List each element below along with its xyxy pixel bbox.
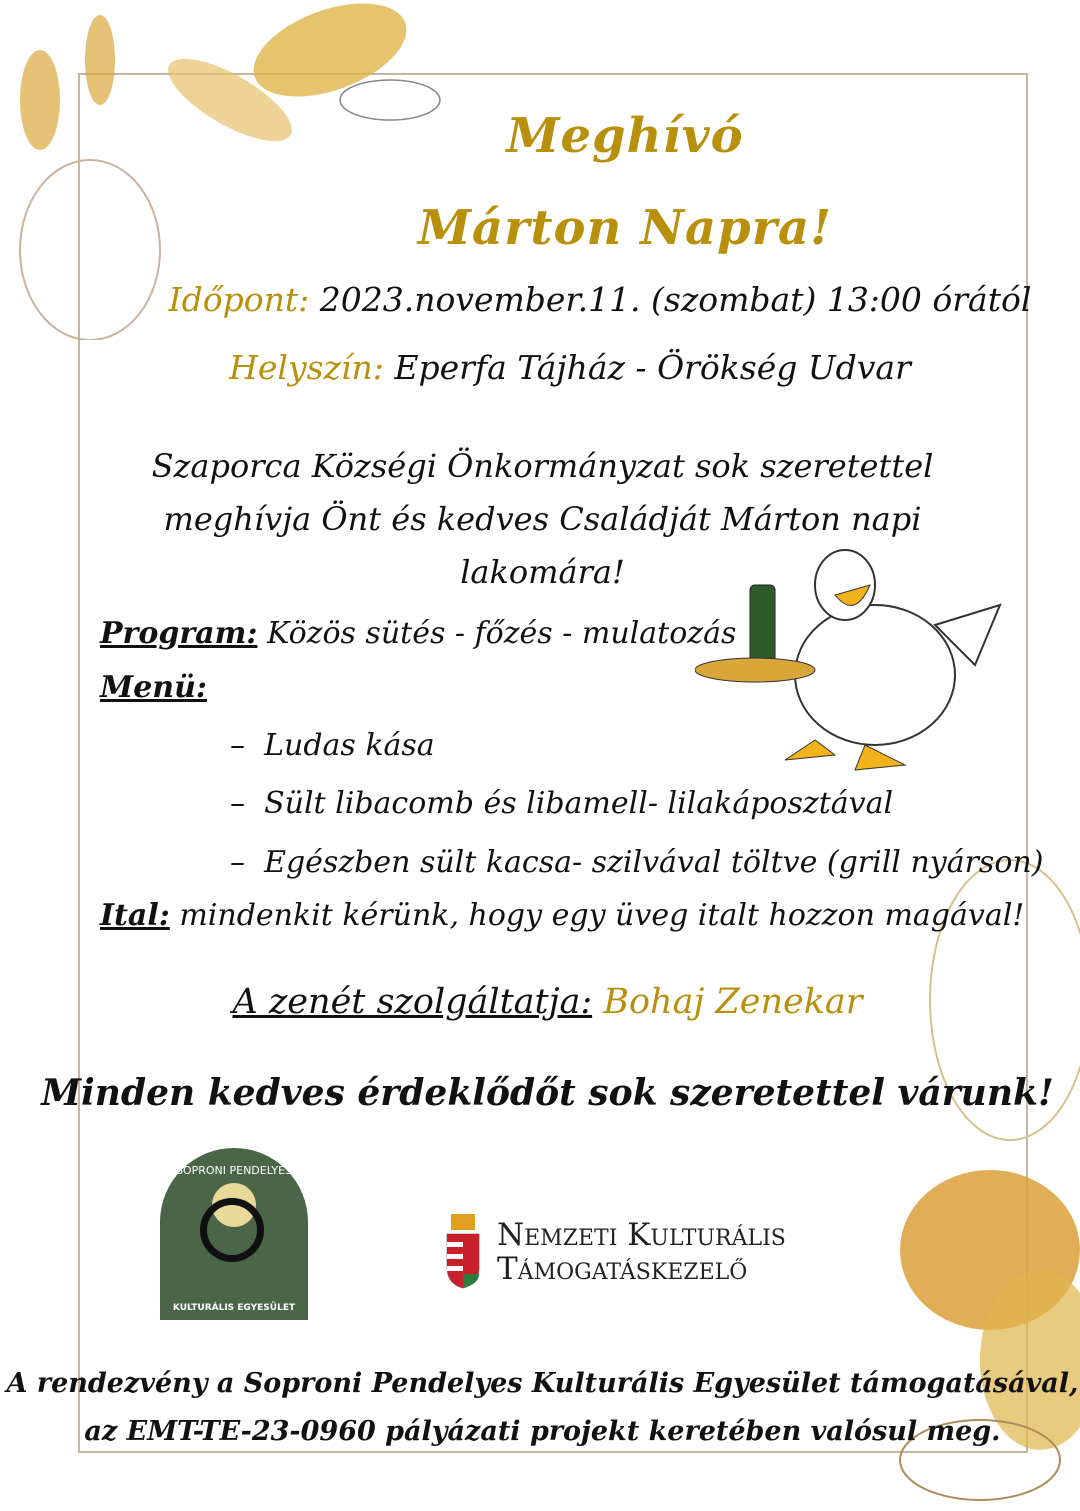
welcome-text: Minden kedves érdeklődőt sok szeretettel várunk! xyxy=(41,1072,1054,1114)
menu-item: – Egészben sült kacsa- szilvával töltve (grill nyárson) xyxy=(230,845,1044,880)
menu-item-text: Sült libacomb és libamell- lilakáposztával xyxy=(264,786,894,821)
title-invitation: Meghívó xyxy=(506,108,744,164)
place-line xyxy=(60,348,1080,387)
title-event: Márton Napra! xyxy=(417,200,833,256)
goose-waiter-illustration xyxy=(695,545,1010,780)
intro-line: Szaporca Községi Önkormányzat sok szeretettel xyxy=(151,447,934,485)
menu-item-text: Ludas kása xyxy=(264,728,435,763)
intro-line: meghívja Önt és kedves Családját Márton napi xyxy=(163,500,922,538)
menu-label xyxy=(100,670,207,705)
menu-item: – Ludas kása xyxy=(230,728,435,763)
drink-label: Ital: xyxy=(100,898,170,933)
music-line xyxy=(0,982,1080,1022)
intro-line: lakomára! xyxy=(460,553,625,591)
music-label: A zenét szolgáltatja: xyxy=(232,982,593,1022)
drink-line xyxy=(100,898,1024,933)
menu-item-text: Egészben sült kacsa- szilvával töltve (grill nyárson) xyxy=(264,845,1044,880)
drink-value: mindenkit kérünk, hogy egy üveg italt hozzon magával! xyxy=(179,898,1025,933)
footer-text xyxy=(0,1360,1080,1456)
program-value: Közös sütés - főzés - mulatozás xyxy=(266,616,737,651)
music-value: Bohaj Zenekar xyxy=(603,982,863,1022)
nkt-line2: Támogatáskezelő xyxy=(497,1251,748,1287)
place-value: Eperfa Tájház - Örökség Udvar xyxy=(394,348,911,387)
time-value: 2023.november.11. (szombat) 13:00 órától xyxy=(319,280,1032,319)
place-label: Helyszín: xyxy=(229,348,384,387)
nkt-line1: Nemzeti Kulturális xyxy=(497,1217,786,1253)
program-label: Program: xyxy=(100,616,258,651)
time-label: Időpont: xyxy=(168,280,310,319)
footer-line: A rendezvény a Soproni Pendelyes Kulturális Egyesület támogatásával, xyxy=(6,1368,1079,1399)
logo-bottom-text: KULTURÁLIS EGYESÜLET xyxy=(172,1303,296,1313)
menu-label-text: Menü: xyxy=(100,670,207,705)
time-line xyxy=(60,280,1080,319)
soproni-pendelyes-logo xyxy=(160,1148,308,1320)
menu-item: – Sült libacomb és libamell- lilakáposztával xyxy=(230,786,894,821)
footer-line: az EMT-TE-23-0960 pályázati projekt keretében valósul meg. xyxy=(84,1416,1001,1447)
hungarian-coat-of-arms-icon xyxy=(445,1212,481,1290)
program-line xyxy=(100,616,736,651)
logo-top-text: SOPRONI PENDELYES xyxy=(175,1164,293,1177)
